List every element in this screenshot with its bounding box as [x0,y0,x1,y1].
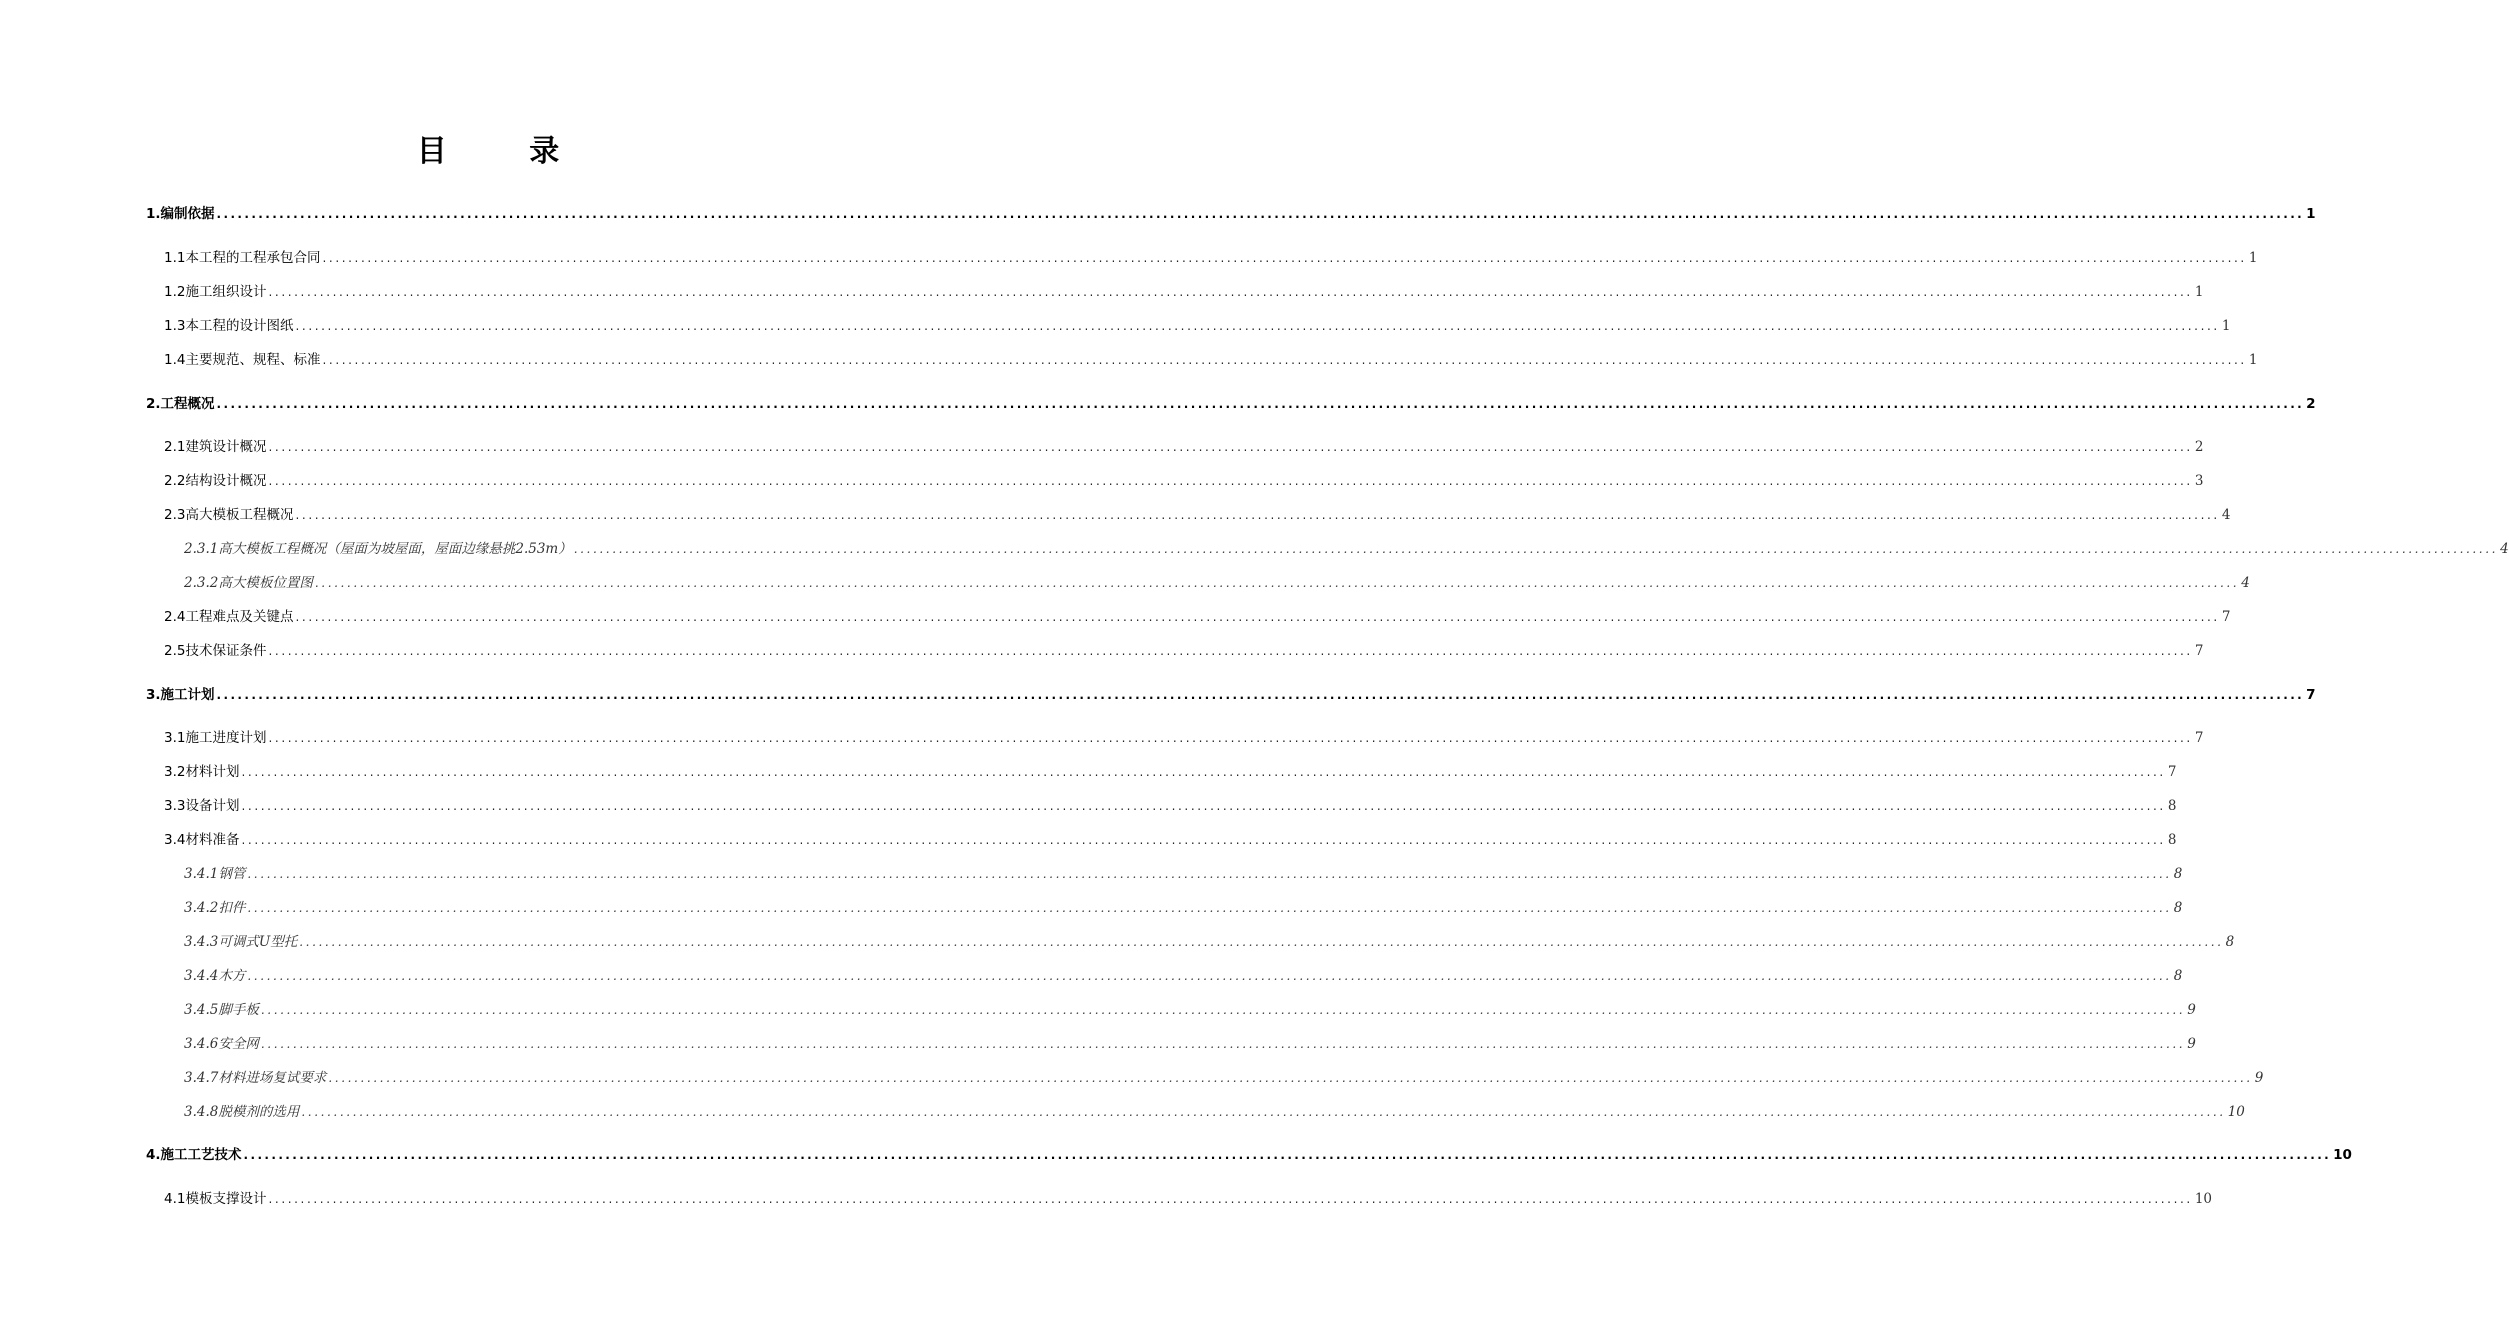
toc-dot-leader: ............................................................................................................................................................................................................................................................................................................ [260,1003,2186,1017]
toc-dot-leader: ............................................................................................................................................................................................................................................................................................................ [268,644,2193,658]
toc-entry-label: 3.4.2扣件 [184,900,246,916]
toc-entry-level-3[interactable] [184,1033,2196,1055]
toc-entry-page-number: 7 [2306,687,2316,703]
toc-entry-level-2[interactable] [164,470,2204,492]
toc-dot-leader: ............................................................................................................................................................................................................................................................................................................ [260,1037,2186,1051]
toc-entry-level-2[interactable] [164,349,2258,371]
toc-entry-label: 2.工程概况 [146,396,215,412]
toc-entry-page-number: 9 [2187,1002,2196,1018]
toc-entry-page-number: 9 [2187,1036,2196,1052]
toc-entry-level-2[interactable] [164,727,2204,749]
toc-entry-label: 1.3本工程的设计图纸 [164,318,294,334]
toc-entry-label: 3.2材料计划 [164,764,240,780]
toc-dot-leader: ............................................................................................................................................................................................................................................................................................................ [241,833,2166,847]
toc-entry-label: 1.2施工组织设计 [164,284,267,300]
toc-entry-page-number: 1 [2248,352,2258,368]
toc-entry-page-number: 8 [2173,968,2183,984]
toc-entry-level-1[interactable] [146,203,2316,225]
toc-entry-level-2[interactable] [164,795,2177,817]
toc-entry-page-number: 1 [2306,206,2316,222]
toc-entry-level-2[interactable] [164,829,2177,851]
toc-entry-label: 4.1模板支撑设计 [164,1191,267,1207]
toc-entry-level-3[interactable] [184,863,2183,885]
toc-entry-page-number: 9 [2254,1070,2264,1086]
toc-entry-page-number: 8 [2173,866,2183,882]
toc-dot-leader: ............................................................................................................................................................................................................................................................................................................ [216,397,2305,411]
toc-dot-leader: ............................................................................................................................................................................................................................................................................................................ [322,251,2247,265]
toc-entry-label: 3.4.3可调式U型托 [184,934,298,950]
toc-entry-page-number: 2 [2306,396,2316,412]
toc-entry-level-2[interactable] [164,761,2177,783]
toc-dot-leader: ............................................................................................................................................................................................................................................................................................................ [241,765,2166,779]
toc-entry-level-3[interactable] [184,1101,2245,1123]
toc-entry-level-2[interactable] [164,504,2231,526]
toc-entry-label: 3.4材料准备 [164,832,240,848]
toc-entry-label: 3.4.7材料进场复试要求 [184,1070,327,1086]
toc-dot-leader: ............................................................................................................................................................................................................................................................................................................ [328,1071,2253,1085]
toc-entry-label: 1.4主要规范、规程、标准 [164,352,321,368]
toc-dot-leader: ............................................................................................................................................................................................................................................................................................................ [216,688,2305,702]
toc-entry-level-3[interactable] [184,538,2509,560]
toc-entry-label: 3.4.1钢管 [184,866,246,882]
toc-entry-level-1[interactable] [146,1144,2352,1166]
toc-entry-page-number: 1 [2221,318,2231,334]
toc-entry-label: 3.4.5脚手板 [184,1002,259,1018]
toc-entry-level-2[interactable] [164,606,2231,628]
toc-entry-label: 3.1施工进度计划 [164,730,267,746]
toc-entry-label: 2.2结构设计概况 [164,473,267,489]
toc-dot-leader: ............................................................................................................................................................................................................................................................................................................ [295,319,2220,333]
toc-entry-label: 3.4.8脱模剂的选用 [184,1104,300,1120]
toc-entry-label: 1.1本工程的工程承包合同 [164,250,321,266]
toc-entry-page-number: 7 [2194,730,2204,746]
toc-entry-label: 2.3.2高大模板位置图 [184,575,313,591]
toc-entry-level-3[interactable] [184,1067,2264,1089]
toc-entry-level-2[interactable] [164,281,2204,303]
toc-dot-leader: ............................................................................................................................................................................................................................................................................................................ [241,799,2166,813]
toc-dot-leader: ............................................................................................................................................................................................................................................................................................................ [247,901,2172,915]
toc-entry-label: 2.1建筑设计概况 [164,439,267,455]
toc-entry-label: 2.3.1高大模板工程概况（屋面为坡屋面，屋面边缘悬挑2.53m） [184,541,572,557]
toc-entry-page-number: 7 [2167,764,2177,780]
toc-entry-label: 3.施工计划 [146,687,215,703]
page-title: 目 录 [416,134,596,169]
toc-entry-page-number: 3 [2194,473,2204,489]
toc-entry-page-number: 4 [2241,575,2250,591]
toc-entry-page-number: 7 [2221,609,2231,625]
toc-dot-leader: ............................................................................................................................................................................................................................................................................................................ [295,610,2220,624]
toc-entry-level-3[interactable] [184,931,2235,953]
toc-entry-label: 2.5技术保证条件 [164,643,267,659]
toc-entry-level-2[interactable] [164,247,2258,269]
toc-entry-level-3[interactable] [184,965,2183,987]
toc-dot-leader: ............................................................................................................................................................................................................................................................................................................ [295,508,2220,522]
toc-dot-leader: ............................................................................................................................................................................................................................................................................................................ [247,867,2172,881]
toc-entry-page-number: 1 [2248,250,2258,266]
toc-entry-page-number: 10 [2194,1191,2213,1207]
toc-entry-page-number: 1 [2194,284,2204,300]
toc-entry-page-number: 8 [2225,934,2235,950]
toc-dot-leader: ............................................................................................................................................................................................................................................................................................................ [243,1148,2332,1162]
toc-entry-level-3[interactable] [184,999,2196,1021]
toc-entry-page-number: 10 [2227,1104,2245,1120]
toc-entry-label: 3.4.4木方 [184,968,246,984]
toc-dot-leader: ............................................................................................................................................................................................................................................................................................................ [322,353,2247,367]
toc-dot-leader: ............................................................................................................................................................................................................................................................................................................ [301,1105,2226,1119]
toc-dot-leader: ............................................................................................................................................................................................................................................................................................................ [299,935,2224,949]
toc-entry-level-1[interactable] [146,393,2316,415]
toc-entry-page-number: 4 [2221,507,2231,523]
toc-dot-leader: ............................................................................................................................................................................................................................................................................................................ [247,969,2172,983]
toc-entry-level-2[interactable] [164,640,2204,662]
toc-entry-label: 3.4.6安全网 [184,1036,259,1052]
toc-entry-label: 2.4工程难点及关键点 [164,609,294,625]
toc-dot-leader: ............................................................................................................................................................................................................................................................................................................ [268,285,2193,299]
toc-entry-label: 2.3高大模板工程概况 [164,507,294,523]
toc-entry-page-number: 10 [2333,1147,2352,1163]
toc-entry-level-3[interactable] [184,572,2250,594]
toc-entry-label: 3.3设备计划 [164,798,240,814]
toc-entry-level-2[interactable] [164,436,2204,458]
toc-entry-page-number: 2 [2194,439,2204,455]
toc-entry-page-number: 8 [2167,832,2177,848]
toc-entry-page-number: 7 [2194,643,2204,659]
toc-dot-leader: ............................................................................................................................................................................................................................................................................................................ [268,731,2193,745]
toc-entry-label: 4.施工工艺技术 [146,1147,242,1163]
toc-dot-leader: ............................................................................................................................................................................................................................................................................................................ [216,207,2305,221]
toc-entry-level-1[interactable] [146,684,2316,706]
toc-dot-leader: ............................................................................................................................................................................................................................................................................................................ [268,440,2193,454]
toc-entry-level-2[interactable] [164,1188,2213,1210]
toc-entry-label: 1.编制依据 [146,206,215,222]
toc-entry-page-number: 4 [2500,541,2509,557]
toc-entry-level-3[interactable] [184,897,2183,919]
toc-dot-leader: ............................................................................................................................................................................................................................................................................................................ [314,576,2240,590]
toc-dot-leader: ............................................................................................................................................................................................................................................................................................................ [268,474,2193,488]
toc-entry-level-2[interactable] [164,315,2231,337]
toc-entry-page-number: 8 [2173,900,2183,916]
toc-dot-leader: ............................................................................................................................................................................................................................................................................................................ [268,1192,2193,1206]
toc-dot-leader: ............................................................................................................................................................................................................................................................................................................ [573,542,2499,556]
toc-entry-page-number: 8 [2167,798,2177,814]
